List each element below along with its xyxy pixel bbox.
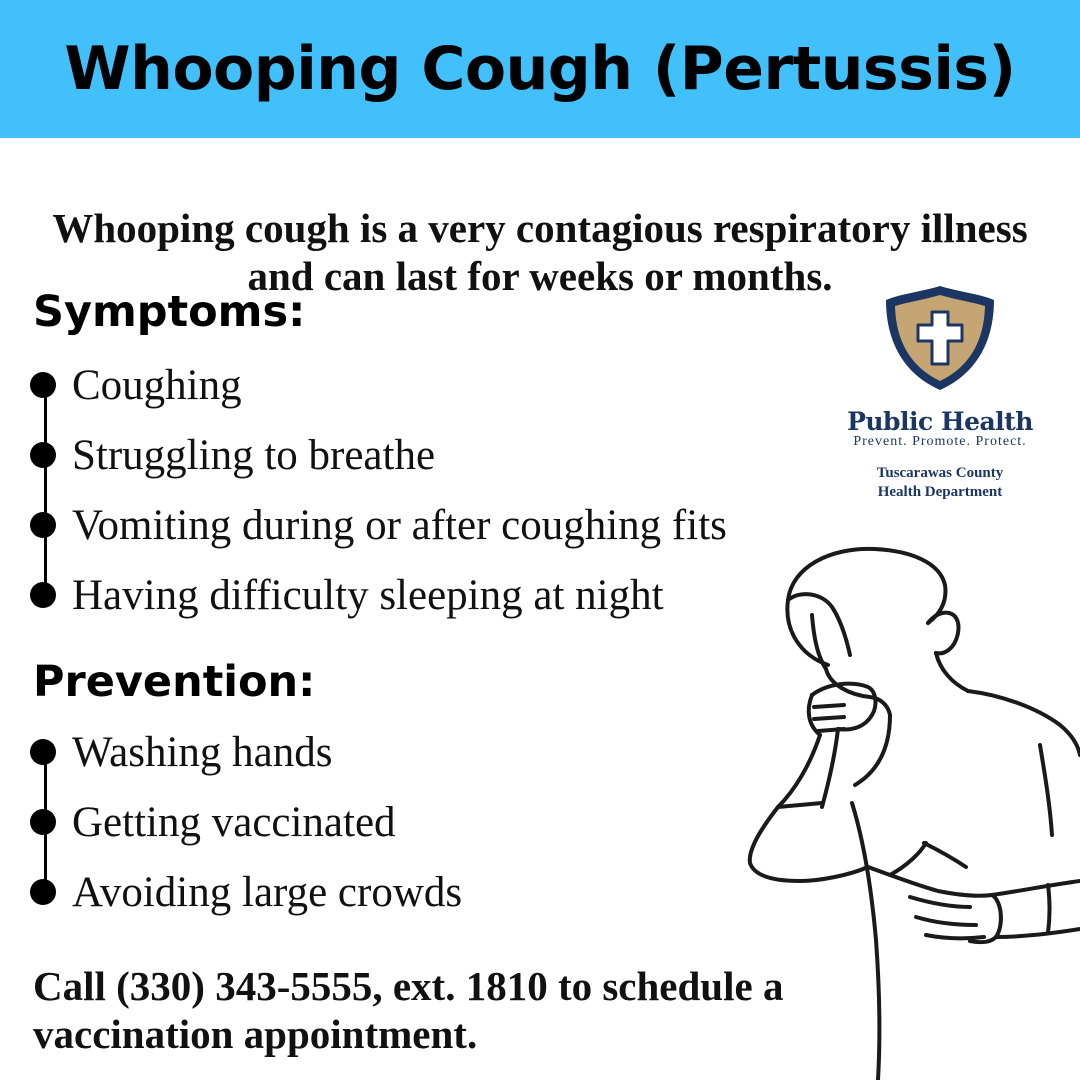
list-item: Washing hands (30, 727, 332, 777)
coughing-person-illustration (740, 545, 1080, 1080)
shield-cross-icon (880, 282, 1000, 394)
bullet-icon (30, 372, 56, 398)
bullet-icon (30, 442, 56, 468)
list-item: Struggling to breathe (30, 430, 435, 480)
bullet-icon (30, 809, 56, 835)
title-banner (0, 0, 1080, 138)
logo-department: Tuscarawas County Health Department (876, 465, 1004, 500)
call-to-action: Call (330) 343-5555, ext. 1810 to schedule a vaccination appointment. (33, 963, 784, 1057)
logo-tagline: Prevent. Promote. Protect. (853, 434, 1027, 449)
public-health-logo (840, 282, 1040, 502)
list-item: Vomiting during or after coughing fits (30, 500, 727, 550)
list-item: Avoiding large crowds (30, 867, 462, 917)
list-item: Having difficulty sleeping at night (30, 570, 664, 620)
bullet-icon (30, 739, 56, 765)
bullet-icon (30, 879, 56, 905)
symptoms-heading: Symptoms: (33, 287, 306, 337)
list-item: Getting vaccinated (30, 797, 396, 847)
intro-text: Whooping cough is a very contagious respiratory illness and can last for weeks or months. (52, 205, 1028, 299)
prevention-heading: Prevention: (33, 657, 316, 707)
list-item: Coughing (30, 360, 242, 410)
logo-brand: Public Health (847, 407, 1033, 436)
page-title: Whooping Cough (Pertussis) (64, 34, 1016, 104)
symptoms-rail (44, 385, 47, 595)
bullet-icon (30, 512, 56, 538)
bullet-icon (30, 582, 56, 608)
